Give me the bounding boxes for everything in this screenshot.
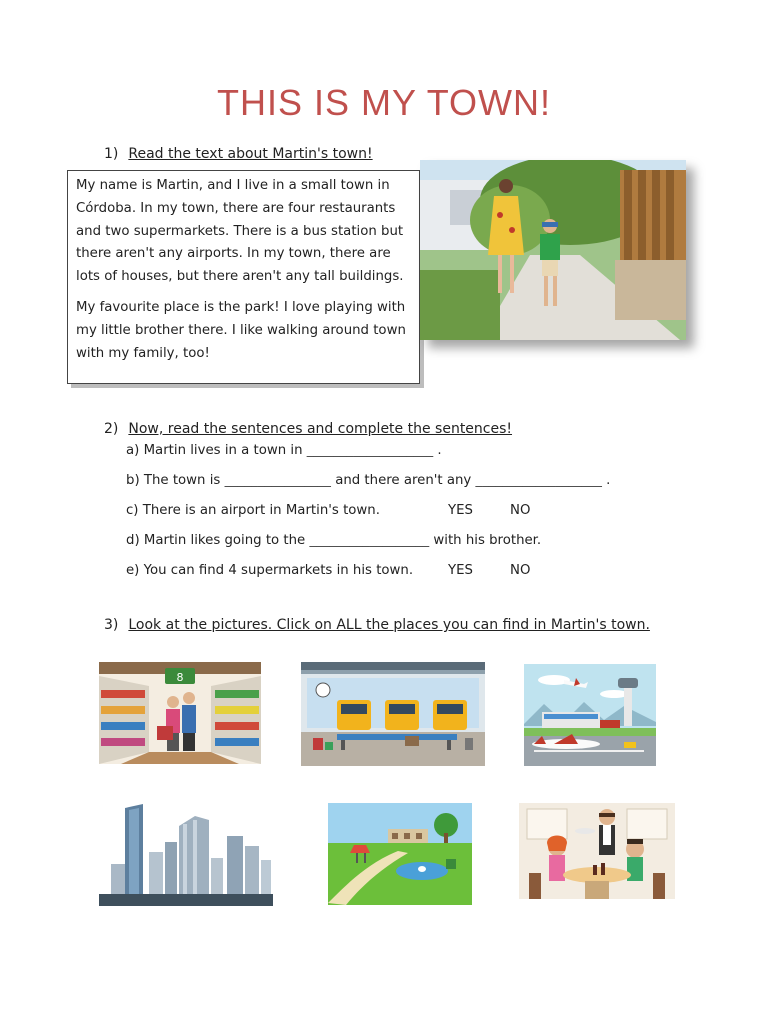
sentence-b-mid: and there aren't any bbox=[335, 473, 472, 488]
sentence-e-label: e) bbox=[126, 563, 140, 578]
sentence-b bbox=[126, 473, 610, 488]
sentence-b-blank-input-2[interactable]: ___________________ bbox=[475, 473, 602, 488]
question-1-text: Read the text about Martin's town! bbox=[128, 146, 373, 162]
park-picture[interactable] bbox=[328, 803, 472, 905]
sentence-c-yes-option[interactable]: YES bbox=[448, 503, 473, 518]
question-3-text: Look at the pictures. Click on ALL the places you can find in Martin's town. bbox=[128, 617, 650, 633]
supermarket-sign-number: 8 bbox=[176, 671, 184, 684]
sentence-d-text: Martin likes going to the bbox=[143, 533, 306, 548]
sentence-c bbox=[126, 503, 531, 518]
sentence-e-no-option[interactable]: NO bbox=[510, 563, 531, 578]
reading-paragraph-1: My name is Martin, and I live in a small town in Córdoba. In my town, there are four restaurants and two supermarkets. There is a bus station but there aren't any airports. In my town, there are lots of houses, but there aren't any tall buildings. bbox=[76, 178, 404, 285]
question-2-heading bbox=[104, 421, 512, 437]
question-2-number: 2) bbox=[104, 421, 119, 437]
question-3-heading bbox=[104, 617, 650, 633]
tall-buildings-picture[interactable] bbox=[99, 802, 273, 906]
sentence-b-blank-input-1[interactable]: ________________ bbox=[224, 473, 331, 488]
page-title: THIS IS MY TOWN! bbox=[216, 82, 552, 123]
sentence-a bbox=[126, 443, 442, 458]
question-3-number: 3) bbox=[104, 617, 119, 633]
sentence-b-label: b) bbox=[126, 473, 140, 488]
sentence-d-label: d) bbox=[126, 533, 140, 548]
supermarket-picture[interactable] bbox=[99, 662, 261, 764]
sentence-e bbox=[126, 563, 531, 578]
sentence-d-end: with his brother. bbox=[433, 533, 542, 548]
sentence-c-text: There is an airport in Martin's town. bbox=[142, 503, 380, 518]
question-1-heading bbox=[104, 146, 373, 162]
sentence-a-end: . bbox=[437, 443, 442, 458]
question-1-number: 1) bbox=[104, 146, 119, 162]
airport-picture[interactable] bbox=[524, 664, 656, 766]
sentence-a-text: Martin lives in a town in bbox=[143, 443, 303, 458]
sentence-d bbox=[126, 533, 541, 548]
question-2-text: Now, read the sentences and complete the sentences! bbox=[128, 421, 513, 437]
sentence-a-blank-input[interactable]: ___________________ bbox=[306, 443, 434, 458]
sentence-b-end: . bbox=[606, 473, 611, 488]
sentence-c-no-option[interactable]: NO bbox=[510, 503, 531, 518]
bus-station-picture[interactable] bbox=[301, 662, 485, 766]
martin-family-photo bbox=[420, 160, 686, 340]
reading-text-box bbox=[67, 170, 420, 384]
sentence-e-yes-option[interactable]: YES bbox=[448, 563, 473, 578]
sentence-d-blank-input[interactable]: __________________ bbox=[309, 533, 430, 548]
sentence-c-label: c) bbox=[126, 503, 139, 518]
reading-paragraph-2: My favourite place is the park! I love playing with my little brother there. I like walking around town with my family, too! bbox=[76, 299, 406, 361]
sentence-b-text: The town is bbox=[143, 473, 221, 488]
restaurant-picture[interactable] bbox=[519, 803, 675, 899]
sentence-e-text: You can find 4 supermarkets in his town. bbox=[143, 563, 414, 578]
sentence-a-label: a) bbox=[126, 443, 140, 458]
